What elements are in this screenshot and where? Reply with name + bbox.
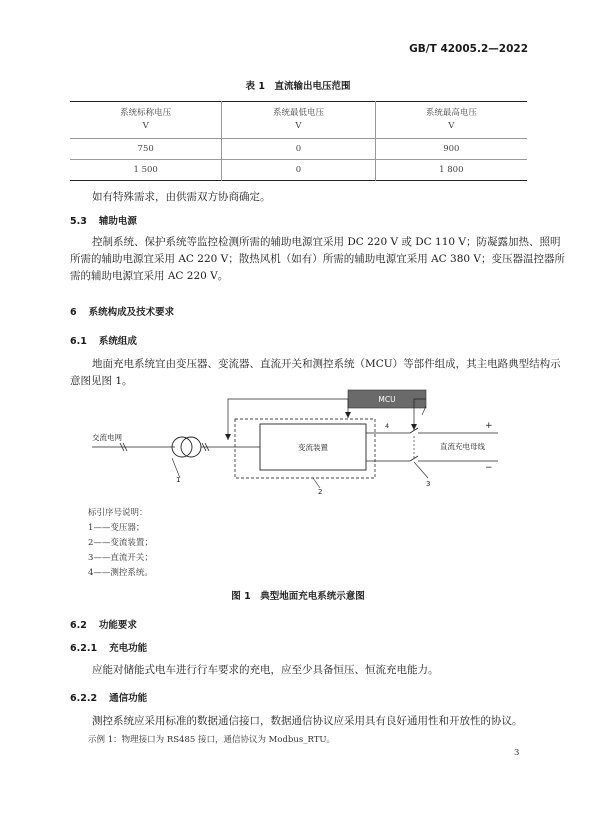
section-6-2-2-heading [70, 690, 147, 704]
paragraph-line: 意图见图 1。 [70, 375, 133, 387]
legend-item: 4——测控系统。 [88, 568, 153, 578]
minus-sign: − [485, 463, 493, 473]
section-5-3-heading [70, 213, 137, 227]
section-title: 辅助电源 [98, 216, 137, 227]
plus-sign: + [485, 421, 493, 431]
section-title: 系统构成及技术要求 [88, 307, 175, 318]
section-title: 充电功能 [109, 643, 148, 654]
figure-caption: 图 1 典型地面充电系统示意图 [231, 591, 365, 602]
page-number: 3 [514, 748, 520, 758]
table-header-row [70, 102, 527, 139]
paragraph-line: 测控系统应采用标准的数据通信接口，数据通信协议应采用具有良好通用性和开放性的协议。 [92, 715, 523, 727]
section-number: 6.2.2 [70, 693, 98, 704]
section-6-2-1-heading [70, 640, 147, 654]
legend-item: 2——变流装置； [88, 538, 153, 548]
section-number: 6 [70, 307, 77, 318]
paragraph-line: 应能对储能式电车进行行车要求的充电，应至少具备恒压、恒流充电能力。 [92, 664, 439, 676]
legend-item: 3——直流开关； [88, 553, 153, 563]
legend-item: 1——变压器； [88, 523, 145, 533]
table-row [70, 160, 527, 181]
legend-title: 标引序号说明： [88, 508, 148, 518]
callout-4: 4 [385, 422, 390, 430]
section-6-2-heading [70, 617, 137, 631]
table-cell: 0 [222, 139, 375, 160]
dc-output-label: 直流充电母线 [440, 442, 485, 451]
example-note: 示例 1：物理接口为 RS485 接口，通信协议为 Modbus_RTU。 [88, 735, 336, 745]
transformer-symbol [172, 437, 201, 457]
callout-3: 3 [426, 480, 431, 488]
section-number: 6.2 [70, 620, 87, 631]
voltage-range-table [70, 101, 527, 181]
figure-1-diagram [0, 385, 596, 510]
paragraph-line: 地面充电系统宜由变压器、变流器、直流开关和测控系统（MCU）等部件组成，其主电路典型结构示 [92, 358, 561, 370]
table-note: 如有特殊需求，由供需双方协商确定。 [92, 191, 271, 203]
callout-2: 2 [318, 488, 323, 496]
table-header-cell: 系统最高电压 V [375, 102, 527, 139]
table-cell: 1 800 [375, 160, 527, 181]
table-row [70, 139, 527, 160]
mcu-label: MCU [378, 395, 396, 404]
table-header-cell: 系统标称电压 V [70, 102, 222, 139]
grid-label: 交流电网 [92, 433, 122, 442]
table-cell: 900 [375, 139, 527, 160]
paragraph-line: 所需的辅助电源宜采用 AC 220 V；散热风机（如有）所需的辅助电源宜采用 AC 380 V；变压器温控器所 [70, 253, 566, 265]
paragraph-line: 控制系统、保护系统等监控检测所需的辅助电源宜采用 DC 220 V 或 DC 110 V；防凝露加热、照明 [92, 236, 561, 248]
table-cell: 750 [70, 139, 222, 160]
standard-number-header: GB/T 42005.2—2022 [409, 43, 528, 55]
table-cell: 1 500 [133, 165, 158, 175]
section-title: 功能要求 [98, 620, 137, 631]
section-title: 通信功能 [109, 693, 148, 704]
section-title: 系统组成 [98, 336, 137, 347]
section-number: 6.2.1 [70, 643, 98, 654]
converter-label: 变流装置 [298, 443, 328, 452]
table-caption: 表 1 直流输出电压范围 [245, 81, 351, 92]
table-cell: 0 [222, 160, 375, 181]
section-number: 5.3 [70, 216, 87, 227]
section-6-1-heading [70, 333, 137, 347]
section-number: 6.1 [70, 336, 87, 347]
paragraph-line: 需的辅助电源宜采用 AC 220 V。 [70, 270, 229, 282]
table-header-cell: 系统最低电压 V [222, 102, 375, 139]
callout-1: 1 [176, 476, 181, 484]
section-6-heading [70, 304, 174, 318]
